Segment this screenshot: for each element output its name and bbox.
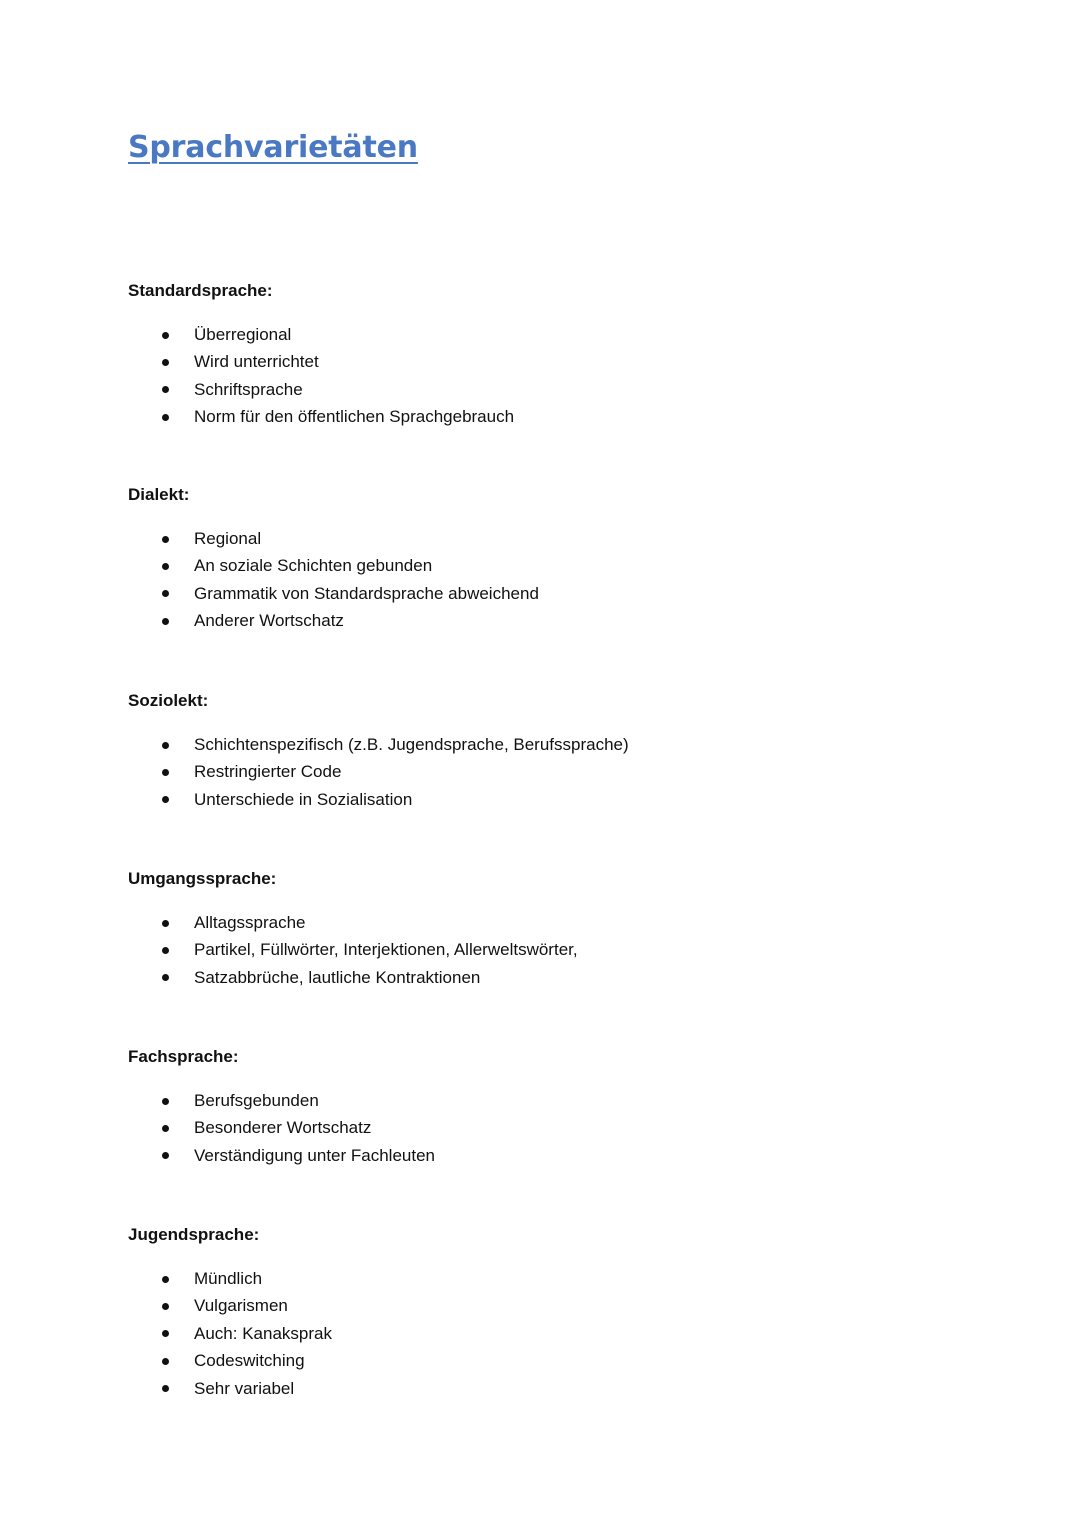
bullet-icon	[162, 1303, 169, 1310]
list-item-text: Anderer Wortschatz	[194, 611, 344, 631]
bullet-icon	[162, 796, 169, 803]
section-fachsprache	[128, 1046, 888, 1169]
list-item-text: Wird unterrichtet	[194, 352, 319, 372]
list-item-text: Satzabbrüche, lautliche Kontraktionen	[194, 967, 481, 987]
bullet-list	[128, 731, 888, 813]
bullet-list	[128, 909, 888, 991]
list-item	[128, 376, 888, 403]
bullet-icon	[162, 974, 169, 981]
list-item-text: Auch: Kanaksprak	[194, 1323, 332, 1343]
list-item-text: Codeswitching	[194, 1351, 305, 1371]
list-item-text: Alltagssprache	[194, 913, 306, 932]
list-item	[128, 348, 888, 375]
bullet-icon	[162, 769, 169, 776]
section-heading: Soziolekt:	[128, 691, 209, 710]
bullet-icon	[162, 359, 169, 366]
list-item	[128, 1320, 888, 1347]
list-item-text: Partikel, Füllwörter, Interjektionen, Allerweltswörter,	[194, 940, 578, 960]
section-heading: Jugendsprache:	[128, 1225, 260, 1244]
list-item-text: Unterschiede in Sozialisation	[194, 789, 413, 809]
list-item-text: Vulgarismen	[194, 1296, 288, 1316]
section-jugendsprache	[128, 1224, 888, 1402]
bullet-icon	[162, 332, 169, 339]
list-item-text: Sehr variabel	[194, 1378, 295, 1398]
list-item-text: An soziale Schichten gebunden	[194, 556, 433, 576]
bullet-icon	[162, 920, 169, 927]
list-item	[128, 552, 888, 579]
list-item	[128, 607, 888, 634]
section-umgangssprache	[128, 868, 888, 991]
section-dialekt	[128, 484, 888, 635]
list-item	[128, 936, 888, 963]
list-item-text: Norm für den öffentlichen Sprachgebrauch	[194, 407, 515, 427]
bullet-icon	[162, 1358, 169, 1365]
bullet-icon	[162, 1152, 169, 1159]
section-heading: Dialekt:	[128, 485, 190, 504]
bullet-list	[128, 321, 888, 431]
bullet-icon	[162, 414, 169, 421]
list-item	[128, 758, 888, 785]
list-item-text: Verständigung unter Fachleuten	[194, 1145, 436, 1165]
bullet-icon	[162, 386, 169, 393]
bullet-icon	[162, 1385, 169, 1392]
list-item	[128, 964, 888, 991]
section-heading: Fachsprache:	[128, 1047, 239, 1066]
list-item-text: Schichtenspezifisch (z.B. Jugendsprache, Berufssprache)	[194, 735, 629, 754]
bullet-icon	[162, 618, 169, 625]
bullet-icon	[162, 1098, 169, 1105]
list-item	[128, 1114, 888, 1141]
list-item	[128, 1087, 888, 1114]
bullet-icon	[162, 742, 169, 749]
bullet-icon	[162, 1330, 169, 1337]
list-item	[128, 909, 888, 936]
list-item	[128, 580, 888, 607]
list-item-text: Überregional	[194, 325, 292, 344]
list-item	[128, 525, 888, 552]
list-item-text: Grammatik von Standardsprache abweichend	[194, 583, 539, 603]
list-item-text: Mündlich	[194, 1269, 263, 1288]
bullet-icon	[162, 563, 169, 570]
list-item	[128, 1292, 888, 1319]
list-item-text: Besonderer Wortschatz	[194, 1118, 372, 1138]
list-item-text: Regional	[194, 529, 262, 548]
section-standardsprache	[128, 280, 888, 431]
section-heading: Umgangssprache:	[128, 869, 277, 888]
list-item-text: Schriftsprache	[194, 379, 303, 399]
list-item-text: Restringierter Code	[194, 762, 342, 782]
section-heading: Standardsprache:	[128, 281, 273, 300]
list-item-text: Berufsgebunden	[194, 1091, 319, 1110]
section-soziolekt	[128, 690, 888, 813]
bullet-icon	[162, 590, 169, 597]
list-item	[128, 1347, 888, 1374]
bullet-list	[128, 1265, 888, 1402]
list-item	[128, 731, 888, 758]
list-item	[128, 1142, 888, 1169]
bullet-icon	[162, 1125, 169, 1132]
bullet-list	[128, 1087, 888, 1169]
list-item	[128, 321, 888, 348]
list-item	[128, 403, 888, 430]
list-item	[128, 1265, 888, 1292]
page-title: Sprachvarietäten	[128, 130, 418, 165]
list-item	[128, 1375, 888, 1402]
bullet-icon	[162, 536, 169, 543]
list-item	[128, 786, 888, 813]
bullet-icon	[162, 947, 169, 954]
bullet-list	[128, 525, 888, 635]
bullet-icon	[162, 1276, 169, 1283]
